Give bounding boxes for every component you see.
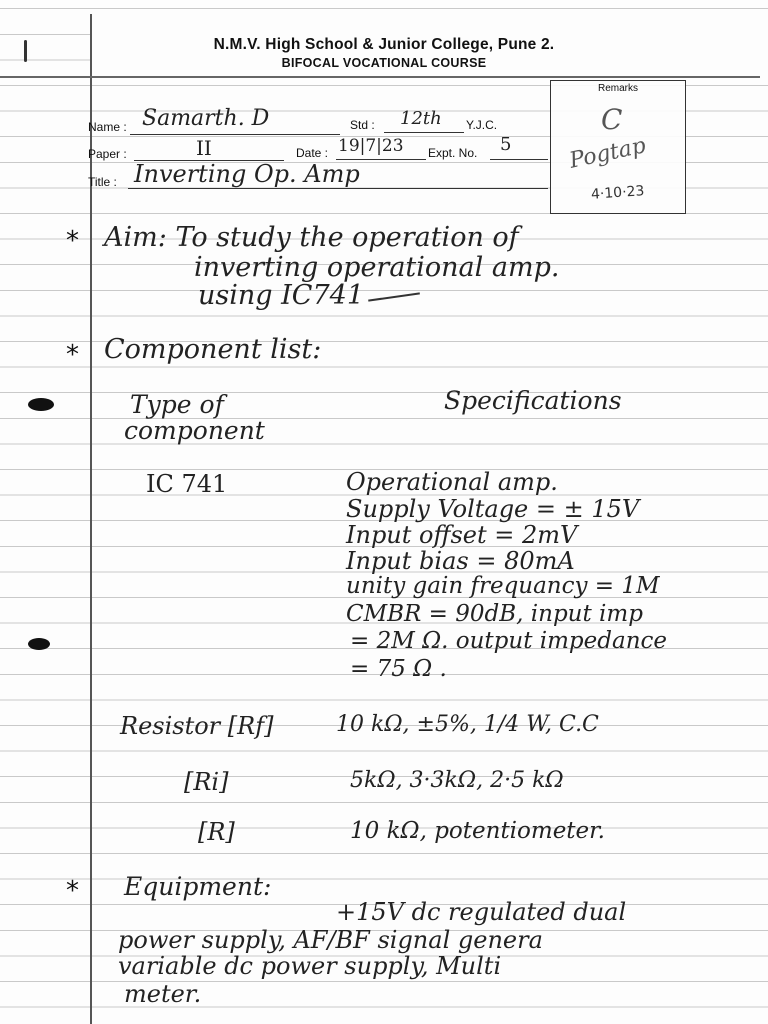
remarks-grade: C (601, 103, 623, 136)
ic-spec-8: = 75 Ω . (350, 656, 447, 682)
col-type-line-2: component (124, 416, 265, 445)
resistor-rf-label: Resistor [Rf] (120, 712, 274, 740)
equipment-bullet: * (66, 876, 79, 906)
expt-label: Expt. No. (428, 146, 478, 160)
teacher-signature: Pogtap (567, 133, 649, 174)
ic-spec-6: CMBR = 90dB, input imp (346, 601, 643, 627)
resistor-rf-spec: 10 kΩ, ±5%, 1/4 W, C.C (336, 712, 599, 737)
col-type-line-1: Type of (130, 390, 224, 419)
yjc-label: Y.J.C. (466, 118, 498, 132)
aim-line-2: inverting operational amp. (194, 252, 560, 283)
date-label: Date : (296, 146, 329, 160)
equipment-line-4: meter. (124, 980, 202, 1008)
date-value: 19|7|23 (338, 136, 404, 156)
ic-spec-7: = 2M Ω. output impedance (350, 628, 668, 654)
header-rule (0, 76, 760, 78)
std-value: 12th (400, 108, 442, 129)
ic-spec-3: Input offset = 2mV (346, 521, 578, 549)
std-label: Std : (350, 118, 375, 132)
ink-smudge (28, 398, 54, 411)
title-underline (128, 188, 548, 189)
ic-spec-1: Operational amp. (346, 468, 558, 496)
margin-line (90, 14, 92, 1024)
ic-spec-2: Supply Voltage = ± 15V (346, 495, 640, 523)
equipment-line-3: variable dc power supply, Multi (118, 952, 502, 980)
ic-spec-5: unity gain frequancy = 1M (346, 573, 660, 599)
expt-value: 5 (500, 134, 512, 155)
ic-name: IC 741 (146, 470, 228, 498)
paper-value: II (196, 136, 212, 160)
resistor-ri-spec: 5kΩ, 3·3kΩ, 2·5 kΩ (350, 768, 564, 793)
ink-smudge-2 (28, 638, 50, 650)
course-name: BIFOCAL VOCATIONAL COURSE (281, 56, 487, 70)
aim-line-3: using IC741 (198, 280, 364, 311)
name-underline (130, 134, 340, 135)
equipment-line-1: +15V dc regulated dual (336, 898, 627, 926)
component-heading: Component list: (104, 334, 322, 365)
aim-bullet: * (66, 226, 79, 256)
name-value: Samarth. D (142, 106, 270, 131)
component-bullet: * (66, 340, 79, 370)
aim-line-1: Aim: To study the operation of (104, 222, 519, 253)
name-label: Name : (88, 120, 127, 134)
col-spec: Specifications (444, 386, 622, 415)
remarks-box (550, 80, 686, 214)
ic-spec-4: Input bias = 80mA (346, 547, 575, 575)
remarks-label: Remarks (597, 83, 638, 94)
std-underline (384, 132, 464, 133)
title-value: Inverting Op. Amp (134, 160, 360, 188)
school-name: N.M.V. High School & Junior College, Pune 2. (213, 36, 555, 53)
equipment-heading: Equipment: (124, 872, 272, 901)
equipment-line-2: power supply, AF/BF signal genera (118, 926, 543, 954)
paper-label: Paper : (88, 147, 127, 161)
remarks-date: 4·10·23 (590, 183, 645, 203)
resistor-r-label: [R] (198, 818, 235, 846)
resistor-ri-label: [Ri] (184, 768, 229, 796)
expt-underline (490, 159, 548, 160)
resistor-r-spec: 10 kΩ, potentiometer. (350, 818, 605, 844)
title-label: Title : (88, 175, 117, 189)
aim-strikeout (368, 292, 420, 301)
